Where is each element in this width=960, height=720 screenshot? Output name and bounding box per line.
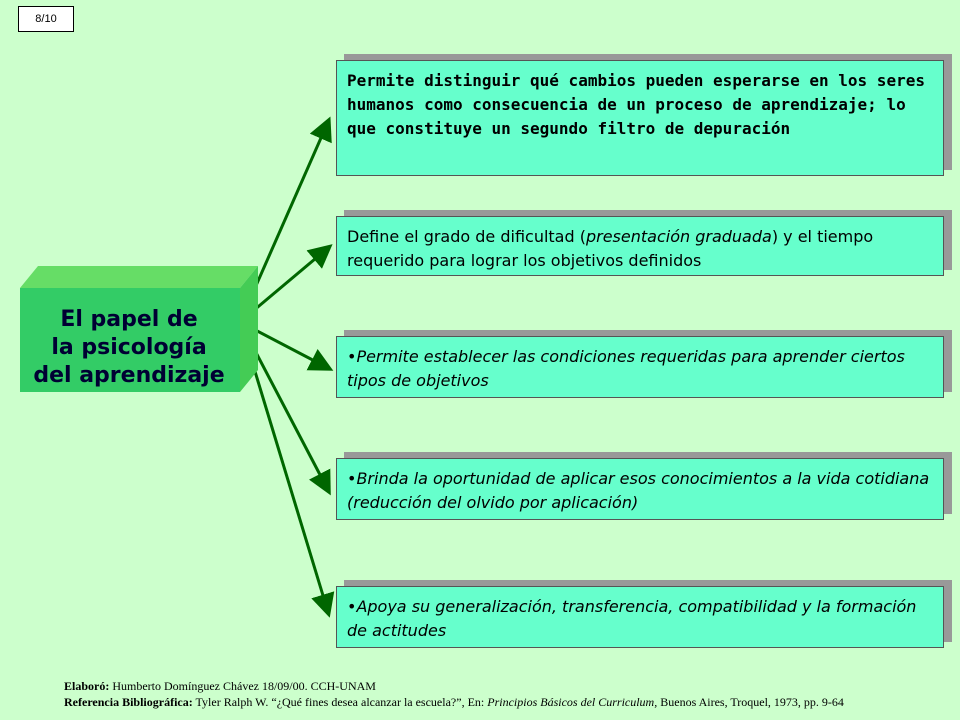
- page-number: 8/10: [18, 6, 74, 32]
- info-box-3-text: •Permite establecer las condiciones requeridas para aprender ciertos tipos de objetivos: [336, 336, 944, 398]
- info-box-5-text: •Apoya su generalización, transferencia, compatibilidad y la formación de actitudes: [336, 586, 944, 648]
- footer-reference-label: Referencia Bibliográfica:: [64, 695, 193, 709]
- info-box-2-text-emphasis: presentación graduada: [585, 227, 772, 246]
- central-concept-label: [20, 288, 238, 408]
- central-line-2: la psicología: [51, 335, 207, 360]
- info-box-4-text: •Brinda la oportunidad de aplicar esos conocimientos a la vida cotidiana (reducción del olvido por aplicación): [336, 458, 944, 520]
- footer-reference-book: Principios Básicos del Curriculum,: [487, 695, 658, 709]
- cube-side-face: [240, 266, 258, 392]
- info-box-5: [336, 586, 944, 648]
- info-box-1-text: Permite distinguir qué cambios pueden esperarse en los seres humanos como consecuencia de un proceso de aprendizaje; lo que constituye un segundo filtro de depuración: [336, 60, 944, 176]
- footer-author-text: Humberto Domínguez Chávez 18/09/00. CCH-UNAM: [112, 679, 376, 693]
- footer-reference-publisher: Buenos Aires, Troquel, 1973, pp. 9-64: [657, 695, 844, 709]
- info-box-1: [336, 60, 944, 176]
- footer-reference-line: [64, 694, 954, 710]
- info-box-2-text-pre: Define el grado de dificultad (: [347, 227, 586, 246]
- footer-author-label: Elaboró:: [64, 679, 110, 693]
- info-box-4: [336, 458, 944, 520]
- central-line-3: del aprendizaje: [33, 363, 225, 388]
- central-line-1: El papel de: [60, 307, 198, 332]
- footer-reference-text: Tyler Ralph W. “¿Qué fines desea alcanzar la escuela?”, En:: [195, 695, 488, 709]
- footer-author-line: [64, 678, 954, 694]
- info-box-2-text-post: ) y el tiempo requerido para lograr los objetivos definidos: [347, 227, 874, 270]
- info-box-3: [336, 336, 944, 398]
- footer-credits: [64, 678, 954, 710]
- info-box-2: [336, 216, 944, 276]
- info-box-2-text: [336, 216, 944, 276]
- cube-top-face: [20, 266, 258, 288]
